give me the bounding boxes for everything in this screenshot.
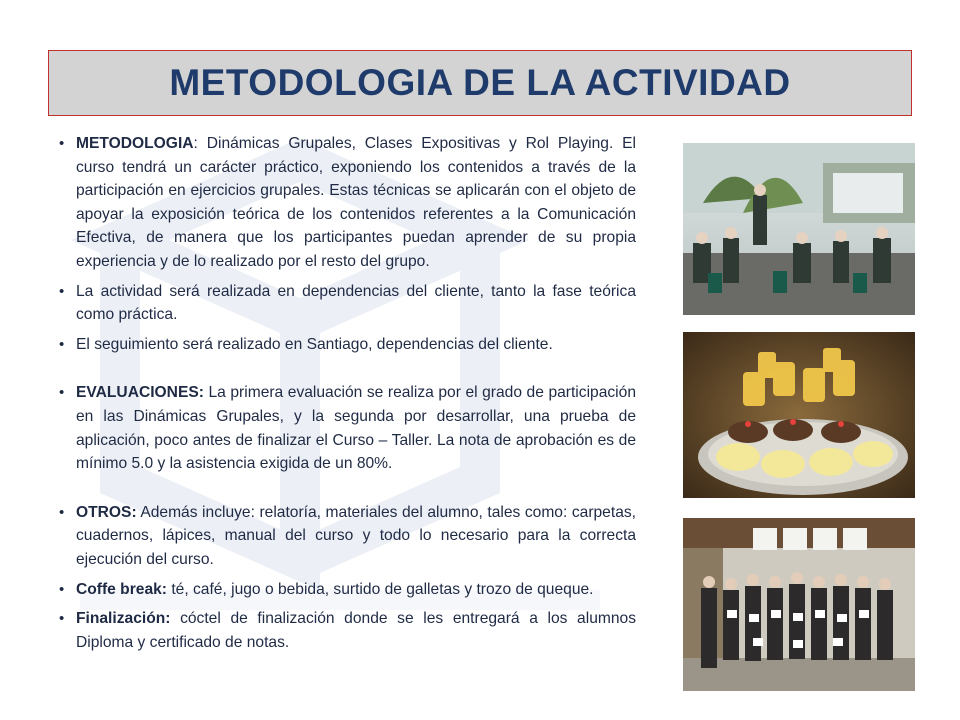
bullet-location [58,280,636,327]
bullet-coffee-break [58,578,636,602]
group-workshop-photo [683,143,915,315]
coffee-break-photo [683,332,915,498]
title-banner [48,50,912,116]
bullet-followup [58,333,636,357]
bullet-text: cóctel de finalización donde se les entregará a los alumnos Diploma y certificado de notas. [76,610,636,651]
bullet-label: OTROS: [76,503,137,521]
bullet-label: EVALUACIONES: [76,384,204,402]
bullet-label: Coffe break: [76,580,167,598]
bullet-text: La actividad será realizada en dependencias del cliente, tanto la fase teórica como práctica. [76,282,636,324]
bullet-text: El seguimiento será realizado en Santiago, dependencias del cliente. [76,335,553,353]
bullet-otros [58,501,636,572]
slide-title: METODOLOGIA DE LA ACTIVIDAD [169,62,791,103]
bullet-metodologia [58,132,636,274]
bullet-finalizacion [58,607,636,654]
bullet-text: Además incluye: relatoría, materiales del alumno, tales como: carpetas, cuadernos, lápices, manual del curso y todo lo necesario para la correcta ejecución del curso. [76,503,636,568]
bullet-text: Dinámicas Grupales, Clases Expositivas y Rol Playing. El curso tendrá un carácter práctico, exponiendo los contenidos a través de la participación en ejercicios grupales. Estas técnicas se aplicarán con el objeto de apoyar la exposición teórica de los contenidos referentes a la Comunicación Efectiva, de manera que los participantes puedan aprender de su propia experiencia y de lo realizado por el resto del grupo. [76,135,636,270]
graduation-group-photo [683,518,915,691]
bullet-text: té, café, jugo o bebida, surtido de galletas y trozo de queque. [166,580,594,598]
bullet-text: La primera evaluación se realiza por el grado de participación en las Dinámicas Grupales, y la segunda por desarrollar, una prueba de aplicación, poco antes de finalizar el Curso – Taller. La nota de aprobación es de mínimo 5.0 y la asistencia exigida de un 80%. [76,384,636,473]
bullet-evaluaciones [58,381,636,475]
bullet-label: Finalización: [76,610,171,628]
bullet-label: METODOLOGIA [76,135,194,152]
bullet-separator: : [193,135,198,152]
bullet-list [58,132,636,660]
